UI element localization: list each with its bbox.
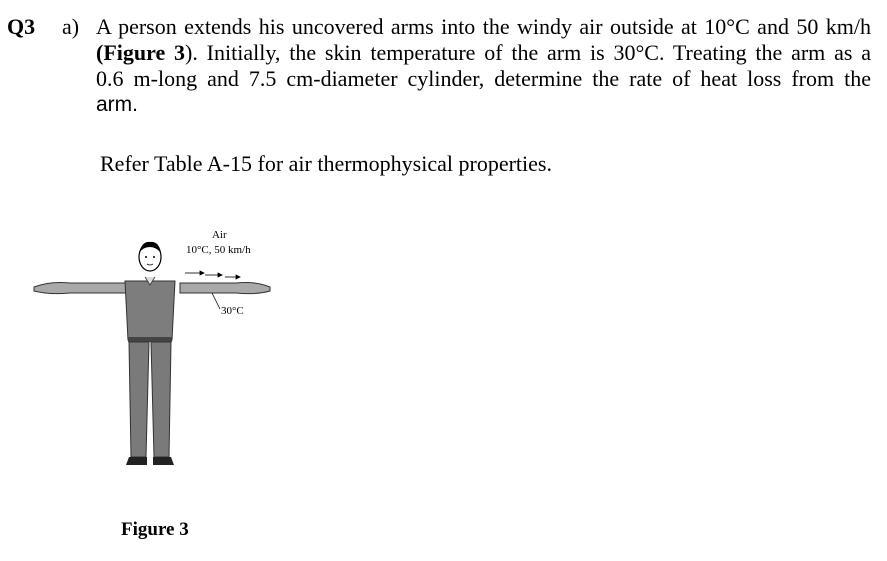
figure-caption: Figure 3	[121, 519, 189, 540]
shirt	[125, 281, 175, 340]
air-label: Air	[212, 229, 227, 241]
question-text	[96, 14, 871, 118]
left-leg	[129, 342, 149, 457]
air-conditions-label: 10°C, 50 km/h	[186, 244, 251, 256]
right-shoe	[153, 457, 174, 465]
right-arm	[180, 283, 270, 294]
question-part: a)	[62, 14, 80, 39]
person-arms-extended-figure	[30, 225, 290, 485]
question-line-1: A person extends his uncovered arms into the windy air outside at 10°C and 50 km/h	[96, 14, 871, 39]
figure-reference: (Figure 3	[96, 40, 186, 65]
left-arm	[34, 283, 130, 294]
left-shoe	[126, 457, 147, 465]
question-number: Q3	[7, 14, 36, 39]
question-line-3: 0.6 m-long and 7.5 cm-diameter cylinder, determine the rate of heat loss from the	[96, 66, 871, 91]
belt	[128, 337, 172, 342]
skin-temperature-label: 30°C	[221, 305, 244, 317]
wind-arrows	[185, 271, 240, 279]
question-line-2: (Figure 3). Initially, the skin temperature of the arm is 30°C. Treating the arm as a	[96, 40, 871, 65]
question-line-4: arm.	[96, 93, 138, 116]
right-leg	[151, 342, 171, 457]
reference-note: Refer Table A-15 for air thermophysical properties.	[100, 151, 552, 176]
